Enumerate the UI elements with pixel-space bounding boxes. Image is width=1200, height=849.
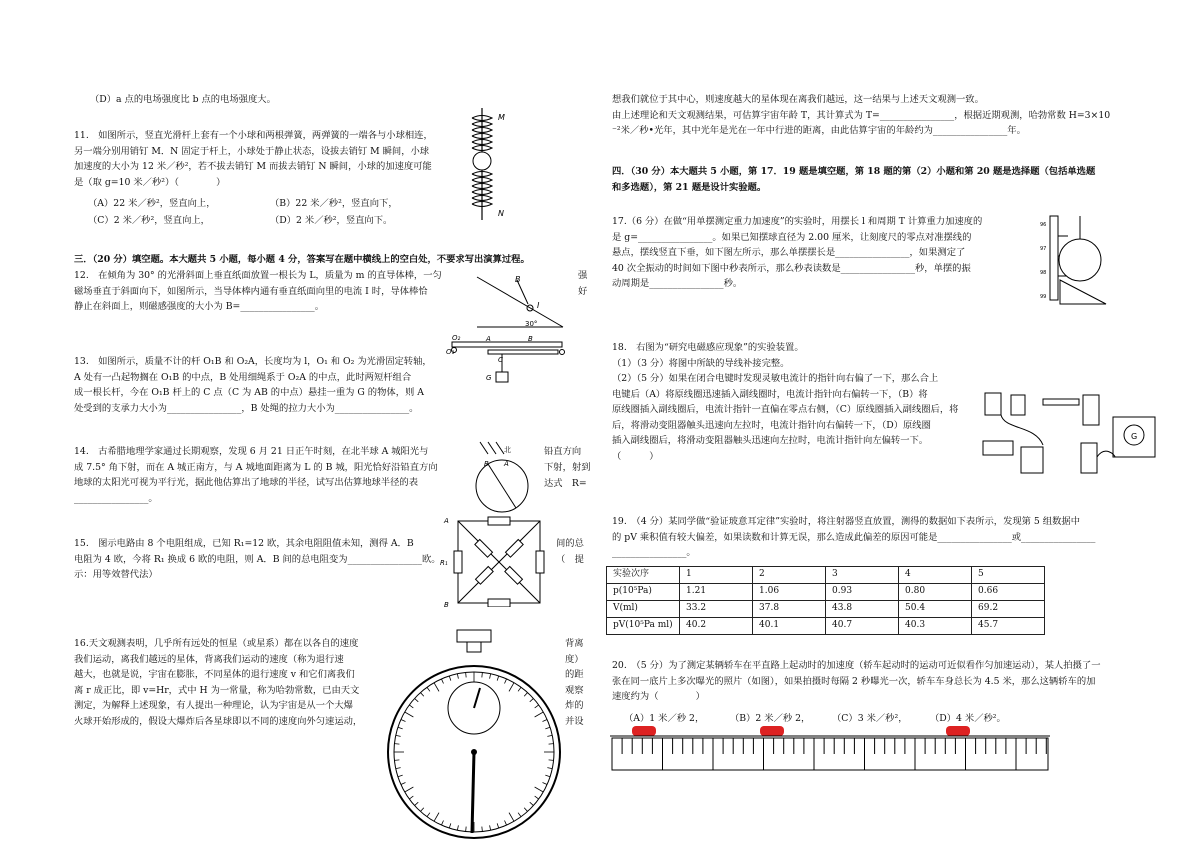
question-20: 20. （5 分）为了测定某辆轿车在平直路上起动时的加速度（轿车起动时的运动可近似看作匀加速运动），某人拍摄了一 张在同一底片上多次曝光的照片（如图），如果拍摄时每隔 2 秒曝光一次，轿车车身总长为 4.5 米，那么这辆轿车的加 速度约为（ ） [612, 660, 1101, 702]
table-cell: 40.3 [899, 618, 972, 635]
svg-text:30°: 30° [525, 320, 538, 328]
table-row [607, 618, 1045, 635]
stopwatch-icon [385, 628, 565, 843]
question-13: 13. 如图所示，质量不计的杆 O₁B 和 O₂A，长度均为 l，O₁ 和 O₂ 为光滑固定转轴， A 处有一凸起物搁在 O₁B 的中点，B 处用细绳系于 O₂A 的中点，此时两短杆组合 成一根长杆，今在 O₁B 杆上的 C 点（C 为 AB 的中点）悬挂一重为 G 的物体，则 A 处受到的支承力大小为________________，B 处绳的拉力大小为________________。 [74, 356, 432, 414]
pendulum-ruler-figure [1040, 212, 1115, 307]
question-17: 17.（6 分）在做“用单摆测定重力加速度”的实验时，用摆长 l 和周期 T 计算重力加速度的 是 g=________________。如果已知摆球直径为 2.00 厘米，让刻度尺的零点对准摆线的 悬点，摆线竖直下垂，如下图左所示，那么单摆摆长是________________，如果测定了 40 次全振动的时间如下图中秒表所示，那么秒表读数是________________秒，单摆的振 动周期是________________秒。 [612, 216, 983, 289]
table-cell: 0.80 [899, 584, 972, 601]
svg-text:B: B [484, 460, 489, 468]
table-row [607, 584, 1045, 601]
q20-option-c: （C）3 米／秒²， [832, 713, 908, 724]
svg-text:96: 96 [1040, 222, 1047, 228]
table-cell: 1 [680, 567, 753, 584]
q20-option-b: （B）2 米／秒 2， [730, 713, 811, 724]
spring-figure [462, 108, 512, 220]
table-row [607, 567, 1045, 584]
q11-option-c: （C）2 米／秒²，竖直向上， [88, 215, 210, 226]
question-11: 11. 如图所示，竖直光滑杆上套有一个小球和两根弹簧，两弹簧的一端各与小球相连， 另一端分别用销钉 M．N 固定于杆上，小球处于静止状态，设拔去销钉 M 瞬间，小球 加速度的大小为 12 米／秒²，若不拔去销钉 M 而拔去销钉 N 瞬间，小球的加速度可能 是（取 g=10 米／秒²）（ ） [74, 130, 433, 188]
q14-right-1: 铅直方向 [544, 446, 582, 457]
table-cell: 50.4 [899, 601, 972, 618]
label-m: M [498, 113, 505, 122]
q20-option-a: （A）1 米／秒 2， [624, 713, 705, 724]
svg-text:97: 97 [1040, 246, 1047, 252]
table-cell: 3 [826, 567, 899, 584]
svg-text:I: I [537, 301, 540, 310]
question-16: 16.天文观测表明，几乎所有远处的恒星（或星系）都在以各自的速度 我们运动，离我们越远的星体，背离我们运动的速度（称为退行速 越大，也就是说，宇宙在膨胀，不同星体的退行速度 v 和它们离我们 离 r 成正比，即 v=Hr，式中 H 为一常量，称为哈勃常数，已由天文 测定，为解释上述现象，有人提出一种理论，认为宇宙是从一个大爆 火球开始形成的，假设大爆炸后各星球即以不同的速度向外匀速运动， [74, 638, 363, 727]
table-cell: 40.2 [680, 618, 753, 635]
section-3-heading: 三．（20 分）填空题。本大题共 5 小题，每小题 4 分，答案写在题中横线上的空白处，不要求写出演算过程。 [74, 254, 530, 265]
svg-text:O₁: O₁ [446, 348, 455, 356]
svg-text:C: C [498, 356, 503, 364]
table-cell: 40.7 [826, 618, 899, 635]
car-icon [632, 726, 656, 736]
table-cell: p(10⁵Pa) [607, 584, 680, 601]
svg-text:A: A [504, 460, 509, 468]
table-cell: 0.93 [826, 584, 899, 601]
section-4-heading: 四．（30 分）本大题共 5 小题，第 17．19 题是填空题，第 18 题的第（2）小题和第 20 题是选择题（包括单选题 和多选题），第 21 题是设计实验题。 [612, 166, 1096, 193]
table-cell: 33.2 [680, 601, 753, 618]
earth-figure [470, 440, 535, 515]
table-cell: pV(10⁵Pa ml) [607, 618, 680, 635]
table-cell: V(ml) [607, 601, 680, 618]
q14-right-3: 达式 R= [544, 478, 587, 489]
svg-text:O₂: O₂ [452, 334, 461, 342]
question-19: 19. （4 分）某同学做“验证玻意耳定律”实验时，将注射器竖直放置，测得的数据如下表所示，发现第 5 组数据中 的 pV 乘积值有较大偏差，如果读数和计算无误，那么造成此偏差的原因可能是________________或________________ ________________。 [612, 516, 1096, 558]
label-n: N [498, 209, 504, 218]
car-photo-figure [610, 724, 1050, 772]
table-row [607, 601, 1045, 618]
question-14: 14. 古希腊地理学家通过长期观察，发现 6 月 21 日正午时刻，在北半球 A 城阳光与 成 7.5° 角下射，而在 A 城正南方，与 A 城地面距离为 L 的 B 城，阳光恰好沿铅直方向 地球的太阳光可视为平行光，据此他估算出了地球的半径，试写出估算地球半径的表 ________________。 [74, 446, 438, 504]
table-cell: 69.2 [972, 601, 1045, 618]
car-icon [760, 726, 784, 736]
svg-text:G: G [486, 374, 492, 382]
table-cell: 实验次序 [607, 567, 680, 584]
q15-right-2: （ 提 [556, 554, 584, 565]
q12-right-2: 好 [578, 286, 588, 297]
q12-right-1: 强 [578, 270, 588, 281]
table-cell: 1.06 [753, 584, 826, 601]
question-12: 12. 在倾角为 30° 的光滑斜面上垂直纸面放置一根长为 L，质量为 m 的直导体棒，一匀 磁场垂直于斜面向下，如图所示，当导体棒内通有垂直纸面向里的电流 I 时，导体棒恰 静止在斜面上，则磁感强度的大小为 B=________________。 [74, 270, 442, 312]
table-cell: 45.7 [972, 618, 1045, 635]
table-cell: 43.8 [826, 601, 899, 618]
table-cell: 0.66 [972, 584, 1045, 601]
question-18: 18. 右图为“研究电磁感应现象”的实验装置。 （1）（3 分）将图中所缺的导线补接完整。 （2）（5 分）如果在闭合电键时发现灵敏电流计的指针向右偏了一下，那么合上 电键后（A）将原线圈迅速插入副线圈时，电流计指针向右偏转一下，（B）将 原线圈插入副线圈后，电流计指针一直偏在零点右侧，（C）原线圈插入副线圈后，将 后，将滑动变阻器触头迅速向左拉时，电流计指针向右偏转一下，（D）原线圈 插入副线圈后，将滑动变阻器触头迅速向左拉时，电流计指针向左偏转一下。 （ ） [612, 342, 959, 462]
table-cell: 37.8 [753, 601, 826, 618]
circuit-figure [440, 515, 550, 607]
boyle-law-data-table [606, 566, 1045, 635]
car-icon [946, 726, 970, 736]
q14-right-2: 下射，射到 [544, 462, 591, 473]
svg-text:99: 99 [1040, 294, 1047, 300]
question-15: 15. 图示电路由 8 个电阻组成，已知 R₁=12 欧，其余电阻阻值未知，测得 A．B 电阻为 4 欧，今将 R₁ 换成 6 欧的电阻，则 A．B 间的总电阻变为________________欧。 示：用等效替代法） [74, 538, 441, 580]
svg-text:B: B [515, 275, 521, 284]
q20-option-d: （D）4 米／秒²。 [930, 713, 1006, 724]
svg-text:G: G [1131, 432, 1138, 441]
incline-figure [475, 272, 565, 332]
q10-option-d: （D）a 点的电场强度比 b 点的电场强度大。 [90, 94, 276, 105]
induction-apparatus-figure [965, 385, 1165, 480]
q16-right: 背离 度） 的距 观察 炸的 并设 [565, 638, 584, 727]
table-cell: 40.1 [753, 618, 826, 635]
svg-text:R₁: R₁ [440, 559, 448, 567]
table-cell: 2 [753, 567, 826, 584]
q11-option-a: （A）22 米／秒²，竖直向上， [88, 198, 216, 209]
q15-right-1: 间的总 [556, 538, 584, 549]
q11-option-d: （D）2 米／秒²，竖直向下。 [270, 215, 393, 226]
table-cell: 1.21 [680, 584, 753, 601]
table-cell: 5 [972, 567, 1045, 584]
lever-figure [446, 332, 571, 387]
table-cell: 4 [899, 567, 972, 584]
svg-text:北: 北 [504, 446, 511, 454]
q11-option-b: （B）22 米／秒²，竖直向下， [270, 198, 398, 209]
question-16-continued: 想我们就位于其中心，则速度越大的星体现在离我们越远，这一结果与上述天文观测一致。 由上述理论和天文观测结果，可估算宇宙年龄 T，其计算式为 T=________________，根据近期观测，哈勃常数 H=3×10 ⁻²米／秒•光年，其中光年是光在一年中行进的距离，由此估算宇宙的年龄约为________________年。 [612, 94, 1111, 136]
svg-text:B: B [528, 335, 533, 343]
svg-text:A: A [486, 335, 491, 343]
svg-text:B: B [444, 601, 449, 607]
svg-text:98: 98 [1040, 270, 1047, 276]
svg-text:A: A [444, 517, 449, 525]
